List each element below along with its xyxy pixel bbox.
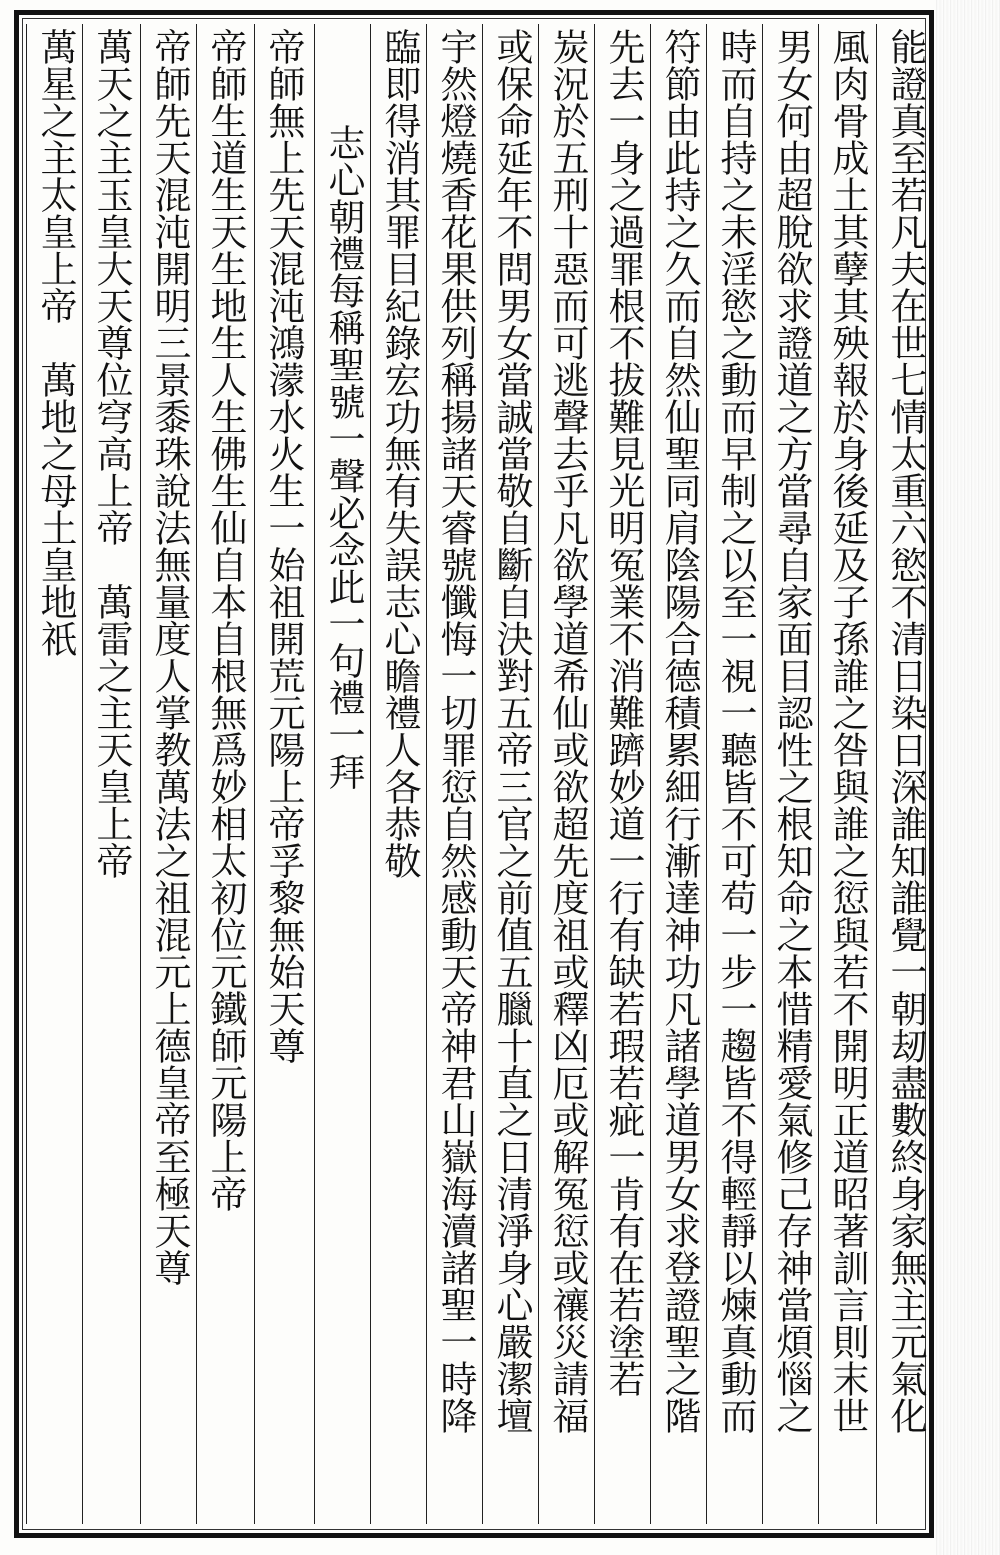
text-column-1: 能證真至若凡夫在世七情太重六慾不清日染日深誰知誰覺一朝刼盡數終身家無主元氣化 bbox=[876, 24, 934, 1524]
text-column-6: 先去一身之過罪根不拔難見光明冤業不消難躋妙道一行有缺若瑕若疵一肯有在若塗若 bbox=[594, 24, 652, 1524]
text-column-15: 萬天之主玉皇大天尊位穹高上帝 萬雷之主天皇上帝 bbox=[82, 24, 140, 1524]
text-column-4: 時而自持之未淫慾之動而早制之以至一視一聽皆不可苟一步一趨皆不得輕靜以煉真動而 bbox=[706, 24, 764, 1524]
text-column-16: 萬星之主太皇上帝 萬地之母土皇地祇 bbox=[26, 24, 84, 1524]
text-column-13: 帝師生道生天生地生人生佛生仙自本自根無爲妙相太初位元鐵師元陽上帝 bbox=[196, 24, 254, 1524]
text-column-10: 臨即得消其罪目紀錄宏功無有失誤志心瞻禮人各恭敬 bbox=[370, 24, 428, 1524]
text-column-11: 志心朝禮每稱聖號一聲必念此一句禮一拜 bbox=[314, 24, 372, 1524]
text-column-14: 帝師先天混沌開明三景黍珠說法無量度人掌教萬法之祖混元上德皇帝至極天尊 bbox=[140, 24, 198, 1524]
text-column-8: 或保命延年不問男女當誠當敬自斷自決對五帝三官之前值五臘十直之日清淨身心嚴潔壇 bbox=[482, 24, 540, 1524]
text-column-7: 炭況於五刑十惡而可逃聲去乎凡欲學道希仙或欲超先度祖或釋凶厄或解冤愆或禳災請福 bbox=[538, 24, 596, 1524]
text-column-5: 符節由此持之久而自然仙聖同肩陰陽合德積累細行漸達神功凡諸學道男女求登證聖之階 bbox=[650, 24, 708, 1524]
page-edge bbox=[936, 0, 1000, 1555]
text-column-12: 帝師無上先天混沌鴻濛水火生一始祖開荒元陽上帝孚黎無始天尊 bbox=[254, 24, 312, 1524]
text-column-9: 宇然燈燒香花果供列稱揚諸天睿號懺悔一切罪愆自然感動天帝神君山嶽海瀆諸聖一時降 bbox=[426, 24, 484, 1524]
text-column-2: 風肉骨成土其孽其殃報於身後延及子孫誰之咎與誰之愆與若不開明正道昭著訓言則末世 bbox=[818, 24, 876, 1524]
text-column-3: 男女何由超脫欲求證道之方當尋自家面目認性之根知命之本惜精愛氣修己存神當煩惱之 bbox=[762, 24, 820, 1524]
